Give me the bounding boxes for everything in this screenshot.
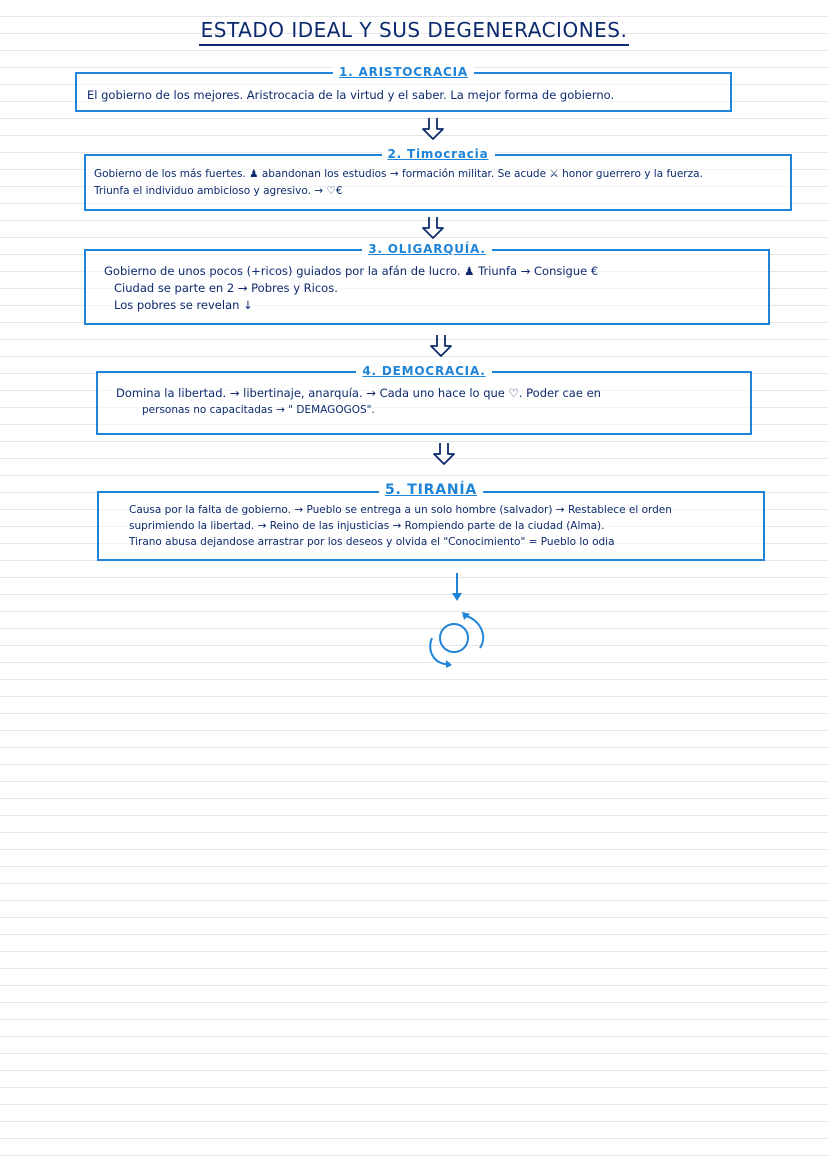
stage-heading <box>86 242 768 256</box>
stage-line: Domina la libertad. → libertinaje, anarquía. → Cada uno hace lo que ♡. Poder cae en <box>116 386 601 400</box>
stage-line: Gobierno de unos pocos (+ricos) guiados por la afán de lucro. ♟ Triunfa → Consigue € <box>104 264 599 278</box>
stage-body <box>94 166 776 200</box>
down-arrow-icon <box>431 441 457 467</box>
stage-heading-text: 2. Timocracia <box>382 147 495 161</box>
down-arrow-icon <box>449 572 465 604</box>
page-title <box>0 18 828 42</box>
down-arrow-icon <box>420 116 446 142</box>
stage-line: Ciudad se parte en 2 → Pobres y Ricos. <box>114 281 338 295</box>
stage-heading-text: 5. TIRANÍA <box>379 482 483 498</box>
stage-box-democracia <box>96 364 752 435</box>
down-arrow-icon <box>428 333 454 359</box>
stage-heading <box>77 65 730 79</box>
stage-line: Causa por la falta de gobierno. → Pueblo se entrega a un solo hombre (salvador) → Restablece el orden <box>129 504 672 516</box>
stage-heading-text: 4. DEMOCRACIA. <box>356 364 491 378</box>
stage-body <box>116 385 736 419</box>
stage-body <box>87 87 716 104</box>
stage-line: Triunfa el individuo ambicioso y agresivo. → ♡€ <box>94 185 343 197</box>
cycle-icon <box>418 608 494 672</box>
stage-line: Los pobres se revelan ↓ <box>114 298 253 312</box>
page-title-text: ESTADO IDEAL Y SUS DEGENERACIONES. <box>199 18 630 46</box>
stage-line: Tirano abusa dejandose arrastrar por los deseos y olvida el "Conocimiento" = Pueblo lo odia <box>129 536 615 548</box>
stage-heading <box>99 482 763 498</box>
stage-heading-text: 1. ARISTOCRACIA <box>333 65 474 79</box>
stage-box-timocracia <box>84 147 792 211</box>
down-arrow-icon <box>420 215 446 241</box>
stage-heading <box>98 364 750 378</box>
stage-heading-text: 3. OLIGARQUÍA. <box>362 242 491 256</box>
stage-line: suprimiendo la libertad. → Reino de las injusticias → Rompiendo parte de la ciudad (Alma). <box>129 520 605 532</box>
stage-box-aristocracia <box>75 65 732 112</box>
stage-line: personas no capacitadas → " DEMAGOGOS". <box>142 404 375 416</box>
stage-box-oligarquia <box>84 242 770 325</box>
stage-body <box>104 263 754 314</box>
stage-body <box>129 502 749 550</box>
stage-line: El gobierno de los mejores. Aristrocacia de la virtud y el saber. La mejor forma de gobierno. <box>87 88 615 102</box>
stage-heading <box>86 147 790 161</box>
stage-line: Gobierno de los más fuertes. ♟ abandonan los estudios → formación militar. Se acude ⚔ honor guerrero y la fuerza. <box>94 168 703 180</box>
stage-box-tirania <box>97 482 765 561</box>
